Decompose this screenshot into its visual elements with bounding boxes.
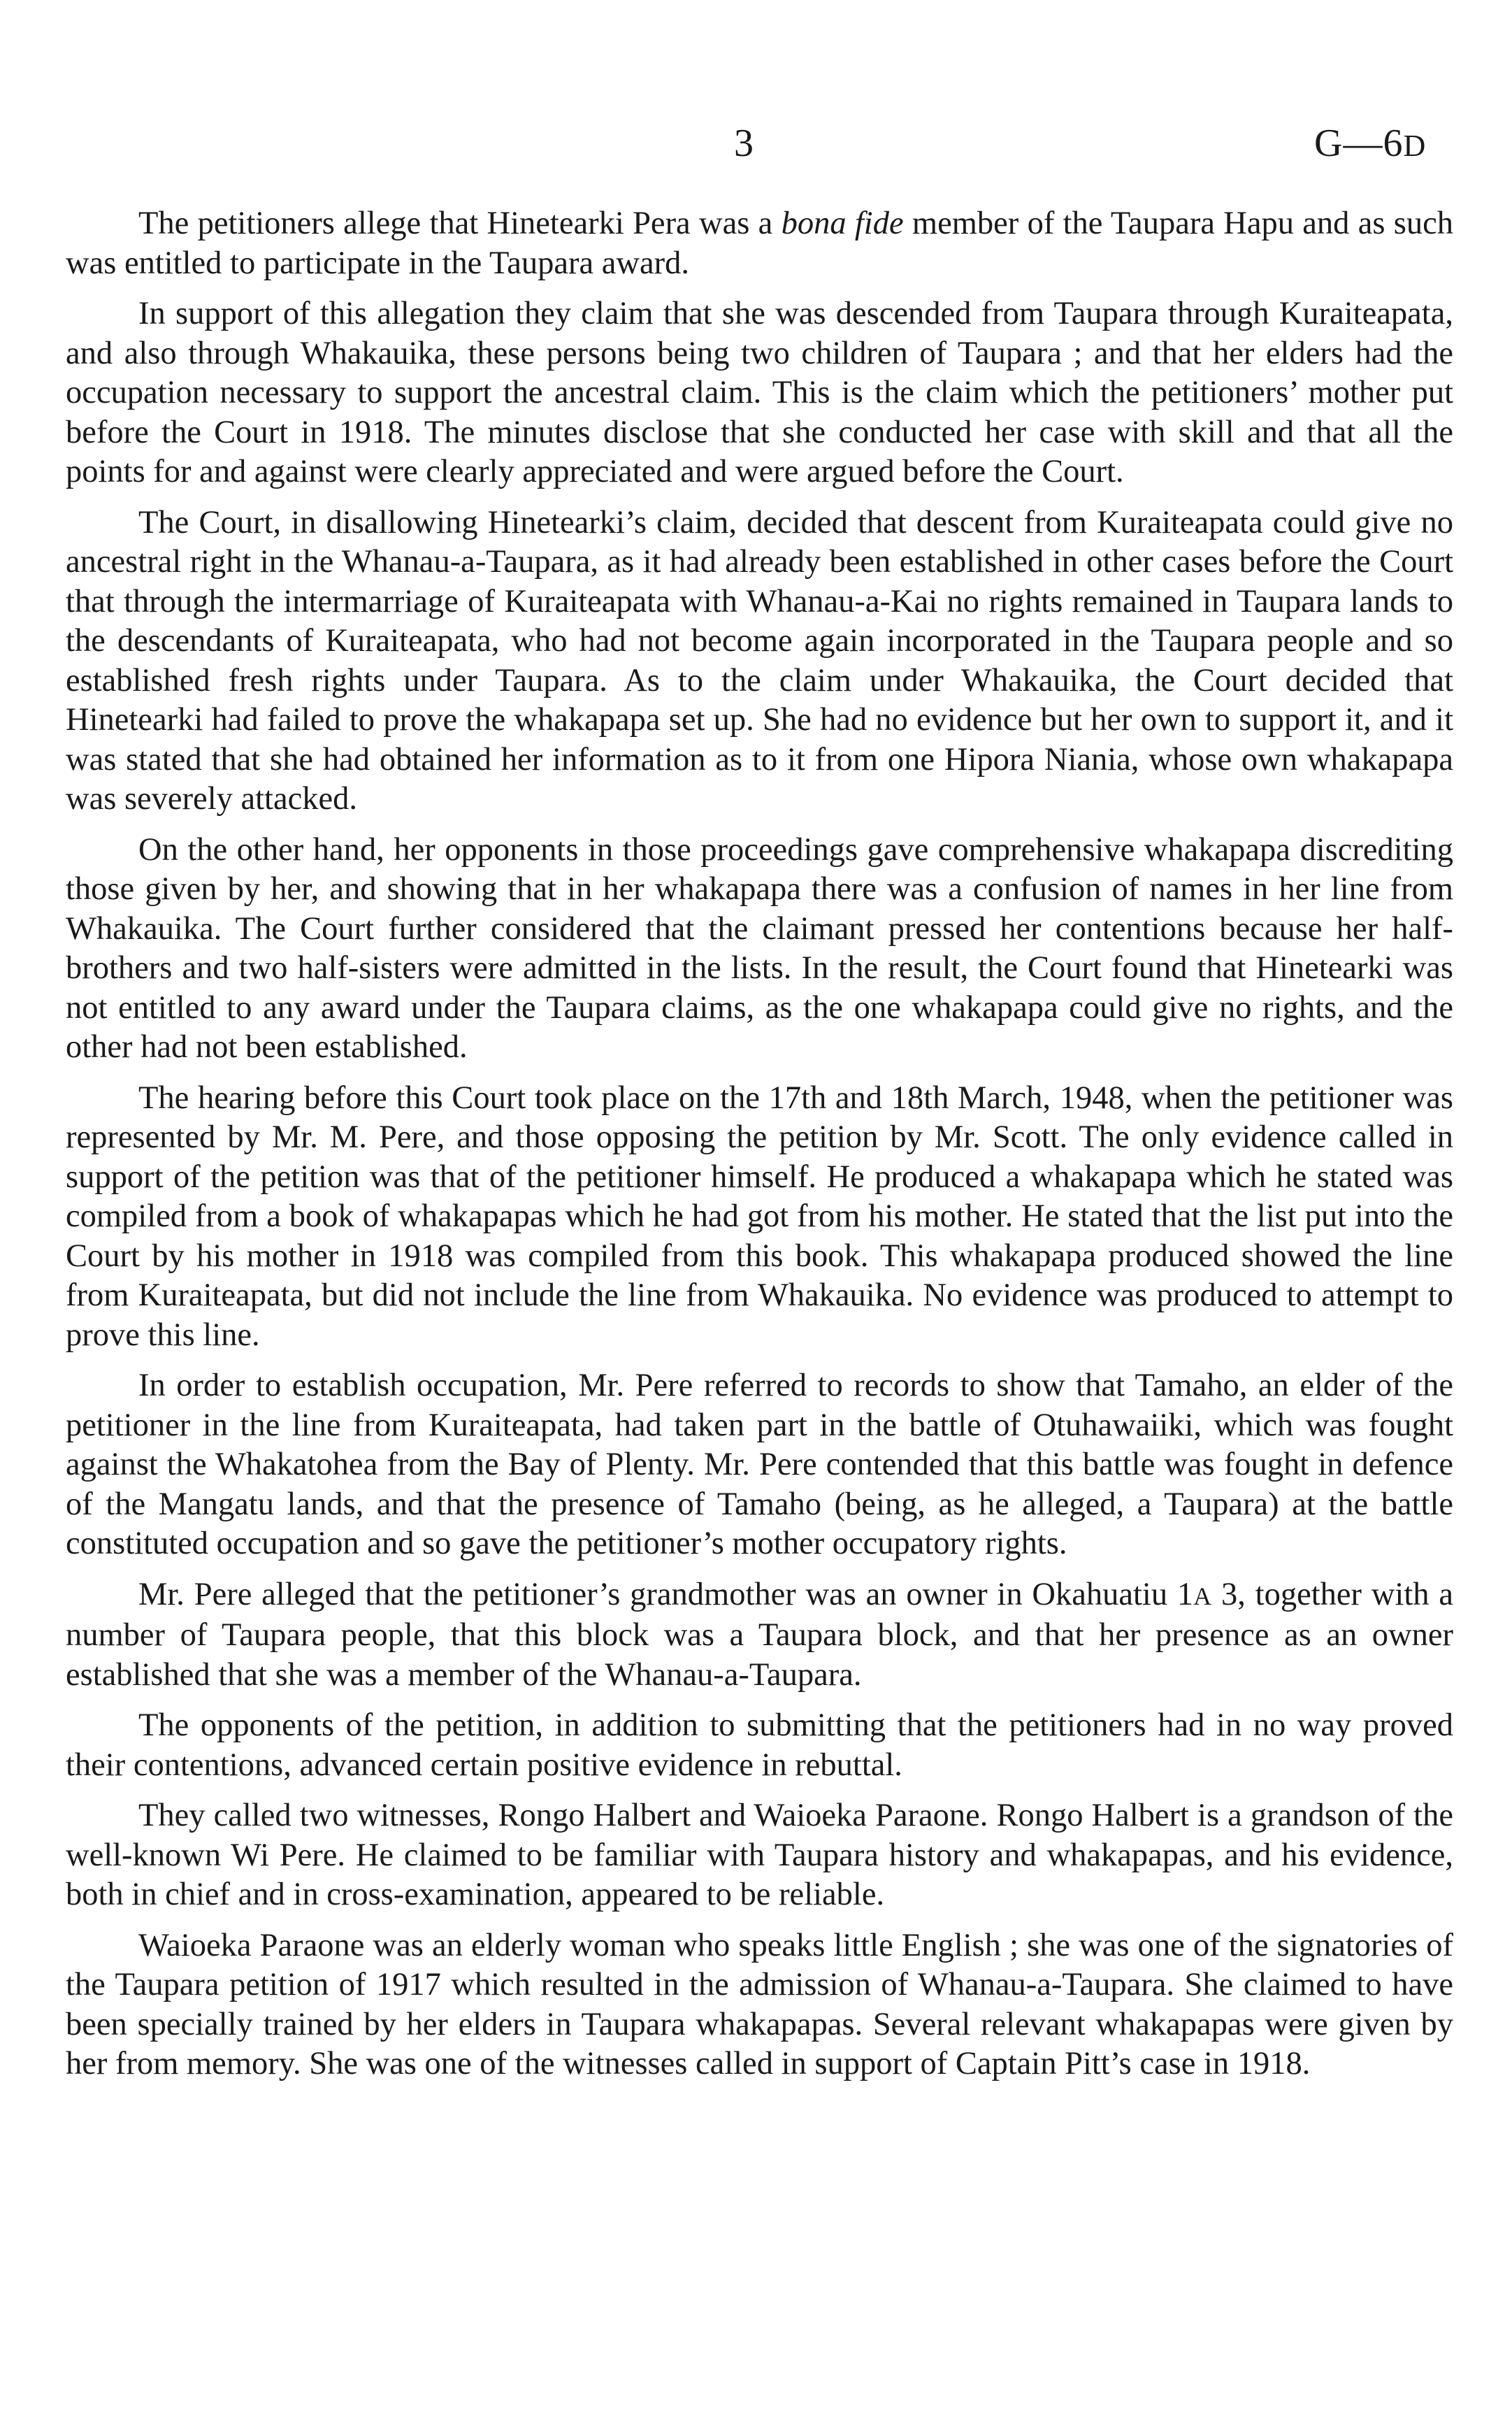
- page-number: 3: [734, 122, 754, 165]
- bona-fide-emphasis: bona fide: [781, 206, 904, 241]
- paragraph-1: The petitioners allege that Hinetearki Pera was a bona fide member of the Taupara Hapu and as such was entitled to participate in the Taupara award.: [66, 206, 1454, 281]
- paragraph-10: Waioeka Paraone was an elderly woman who speaks little English ; she was one of the signatories of the Taupara petition of 1917 which resulted in the admission of Whanau-a-Taupara. She claimed to have been specially trained by her elders in Taupara whakapapas. Several relevant whakapapas were given by her from memory. She was one of the witnesses called in support of Captain Pitt’s case in 1918.: [66, 1927, 1453, 2081]
- parliamentary-paper-reference: [1314, 119, 1426, 171]
- page-header: [0, 119, 1512, 175]
- document-body: [66, 204, 1453, 2095]
- paragraph-6: In order to establish occupation, Mr. Pere referred to records to show that Tamaho, an elder of the petitioner in the line from Kuraiteapata, had taken part in the battle of Otuhawaiiki, which was fought against the Whakatohea from the Bay of Plenty. Mr. Pere contended that this battle was fought in defence of the Mangatu lands, and that the presence of Tamaho (being, as he alleged, a Taupara) at the battle constituted occupation and so gave the petitioner’s mother occupatory rights.: [66, 1368, 1453, 1561]
- paragraph-3: The Court, in disallowing Hinetearki’s claim, decided that descent from Kuraiteapata could give no ancestral right in the Whanau-a-Taupara, as it had already been established in other cases before the Court that through the intermarriage of Kuraiteapata with Whanau-a-Kai no rights remained in Taupara lands to the descendants of Kuraiteapata, who had not become again incorporated in the Taupara people and so established fresh rights under Taupara. As to the claim under Whakauika, the Court decided that Hinetearki had failed to prove the whakapapa set up. She had no evidence but her own to support it, and it was stated that she had obtained her information as to it from one Hipora Niania, whose own whakapapa was severely attacked.: [66, 504, 1453, 817]
- paragraph-5: The hearing before this Court took place on the 17th and 18th March, 1948, when the petitioner was represented by Mr. M. Pere, and those opposing the petition by Mr. Scott. The only evidence called in support of the petition was that of the petitioner himself. He produced a whakapapa which he stated was compiled from a book of whakapapas which he had got from his mother. He stated that the list put into the Court by his mother in 1918 was compiled from this book. This whakapapa produced showed the line from Kuraiteapata, but did not include the line from Whakauika. No evidence was produced to attempt to prove this line.: [66, 1080, 1453, 1353]
- paragraph-7: Mr. Pere alleged that the petitioner’s grandmother was an owner in Okahuatiu 1A 3, together with a number of Taupara people, that this block was a Taupara block, and that her presence as an owner established that she was a member of the Whanau-a-Taupara.: [66, 1576, 1453, 1693]
- paragraph-8: The opponents of the petition, in addition to submitting that the petitioners had in no way proved their contentions, advanced certain positive evidence in rebuttal.: [66, 1707, 1453, 1783]
- reference-suffix: D: [1403, 129, 1427, 163]
- paragraph-9: They called two witnesses, Rongo Halbert and Waioeka Paraone. Rongo Halbert is a grandson of the well-known Wi Pere. He claimed to be familiar with Taupara history and whakapapas, and his evidence, both in chief and in cross-examination, appeared to be reliable.: [66, 1798, 1453, 1912]
- paragraph-2: In support of this allegation they claim that she was descended from Taupara through Kuraiteapata, and also through Whakauika, these persons being two children of Taupara ; and that her elders had the occupation necessary to support the ancestral claim. This is the claim which the petitioners’ mother put before the Court in 1918. The minutes disclose that she conducted her case with skill and that all the points for and against were clearly appreciated and were argued before the Court.: [66, 296, 1453, 489]
- block-letter: A: [1193, 1582, 1212, 1610]
- paragraph-4: On the other hand, her opponents in those proceedings gave comprehensive whakapapa discrediting those given by her, and showing that in her whakapapa there was a confusion of names in her line from Whakauika. The Court further considered that the claimant pressed her contentions because her half-brothers and two half-sisters were admitted in the lists. In the result, the Court found that Hinetearki was not entitled to any award under the Taupara claims, as the one whakapapa could give no rights, and the other had not been established.: [66, 831, 1453, 1065]
- reference-main: G—6: [1314, 122, 1404, 165]
